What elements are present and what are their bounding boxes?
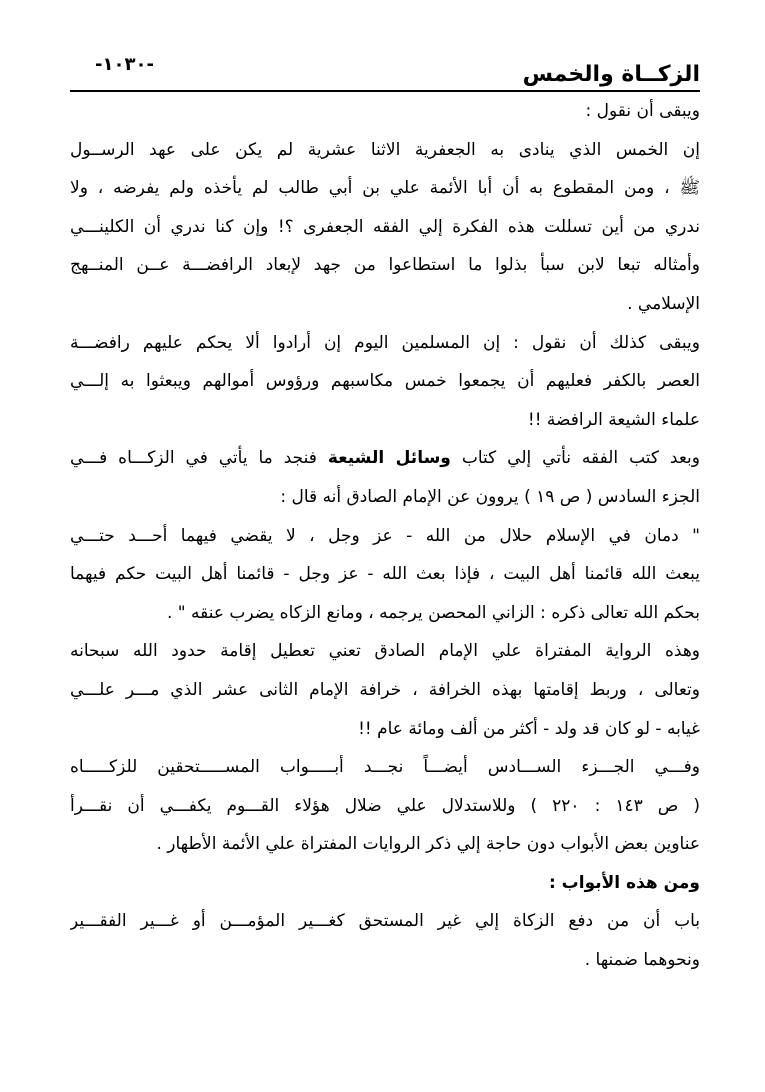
- page-header: [70, 40, 700, 92]
- text-segment: فنجد ما يأتي في الزكـــاه فـــي: [70, 448, 328, 469]
- text-line: ويبقى كذلك أن نقول : إن المسلمين اليوم إن أرادوا ألا يحكم عليهم رافضـــة: [70, 332, 700, 353]
- text-line: عناوين بعض الأبواب دون حاجة إلي ذكر الروايات المفتراة علي الأئمة الأطهار .: [156, 834, 700, 855]
- text-line: ﷺ ، ومن المقطوع به أن أبا الأئمة علي بن أبي طالب لم يأخذه ولم يفرضه ، ولا: [70, 178, 700, 199]
- text-line: علماء الشيعة الرافضة !!: [527, 409, 700, 430]
- text-segment: وبعد كتب الفقه نأتي إلي كتاب: [450, 448, 700, 469]
- text-line: وفـــي الجـــزء الســـادس أيضـــاً نجـــد أبـــــواب المســـــتحقين للزكـــــاه: [70, 757, 700, 778]
- text-line: الإسلامي .: [627, 293, 700, 314]
- quote-line: " دمان في الإسلام حلال من الله - عز وجل ، لا يقضي فيهما أحـــد حتـــي: [70, 525, 700, 546]
- text-line: العصر بالكفر فعليهم أن يجمعوا خمس مكاسبهم ورؤوس أموالهم ويبعثوا به إلـــي: [70, 371, 700, 392]
- quote-line: يبعث الله قائمنا أهل البيت ، فإذا بعث الله - عز وجل - قائمنا أهل البيت حكم فيهما: [70, 564, 700, 585]
- text-line: الجزء السادس ( ص ١٩ ) يروون عن الإمام الصادق أنه قال :: [280, 486, 700, 507]
- page-number: -١٠٣٠-: [95, 54, 154, 75]
- quote-line: بحكم الله تعالى ذكره : الزاني المحصن يرجمه ، ومانع الزكاه يضرب عنقه " .: [167, 602, 700, 623]
- text-line: وأمثاله تبعا لابن سبأ بذلوا ما استطاعوا من جهد لإبعاد الرافضـــة عــن المنــهج: [70, 255, 700, 276]
- page-body: [70, 92, 700, 980]
- text-line: إن الخمس الذي ينادى به الجعفرية الاثنا عشرية لم يكن على عهد الرســول: [70, 139, 700, 160]
- text-line: ونحوهما ضمنها .: [584, 950, 700, 971]
- text-line: وهذه الرواية المفتراة علي الإمام الصادق تعني تعطيل إقامة حدود الله سبحانه: [70, 641, 700, 662]
- text-line: غيابه - لو كان قد ولد - أكثر من ألف ومائة عام !!: [358, 718, 700, 739]
- running-title: الزكــاة والخمس: [522, 62, 700, 87]
- text-line: ندري من أين تسللت هذه الفكرة إلي الفقه الجعفرى ؟! وإن كنا ندري أن الكلينـــي: [70, 216, 700, 237]
- book-title: وسائل الشيعة: [327, 448, 451, 469]
- text-line: ( ص ١٤٣ : ٢٢٠ ) وللاستدلال علي ضلال هؤلاء القـــوم يكفـــي أن نقـــرأ: [70, 795, 700, 816]
- text-line: باب أن من دفع الزكاة إلي غير المستحق كغـــير المؤمـــن أو غـــير الفقـــير: [70, 911, 700, 932]
- text-line: وتعالى ، وربط إقامتها بهذه الخرافة ، خرافة الإمام الثانى عشر الذي مـــر علـــي: [70, 679, 700, 700]
- section-heading: ومن هذه الأبواب :: [548, 872, 700, 893]
- text-line: [70, 439, 700, 478]
- text-line: ويبقى أن نقول :: [585, 101, 700, 121]
